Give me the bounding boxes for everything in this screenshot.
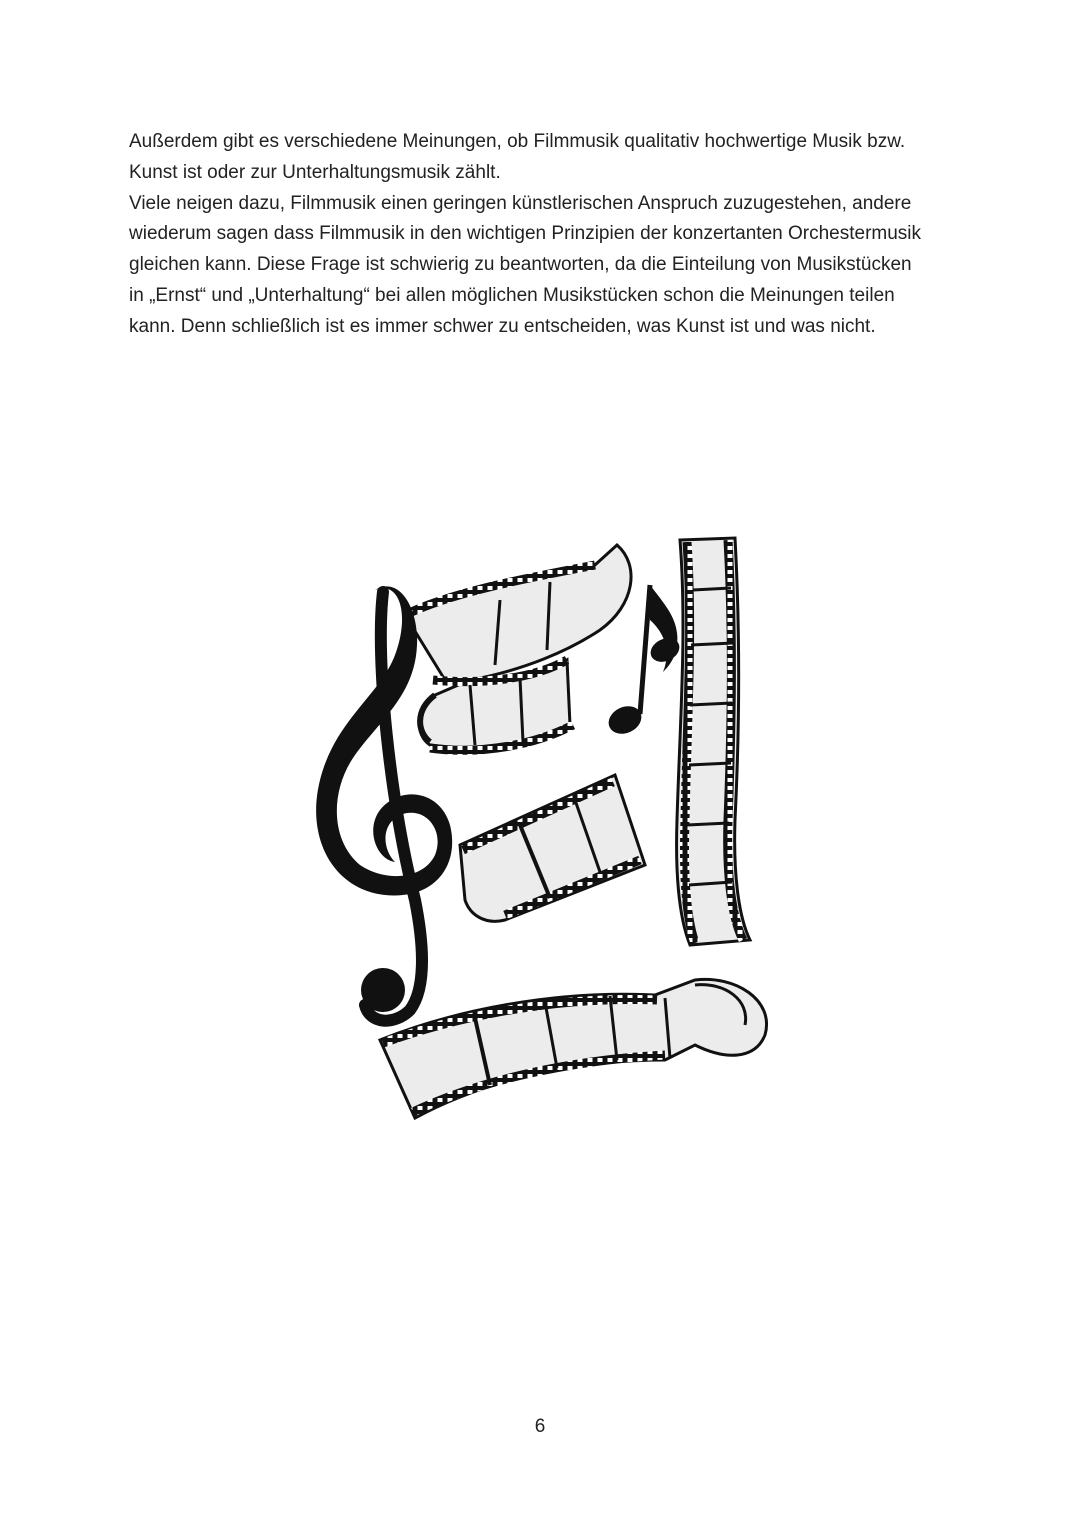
film-strip-top: [405, 545, 631, 750]
paragraph-line: Kunst ist oder zur Unterhaltungsmusik zählt.: [129, 161, 501, 183]
paragraph-line: kann. Denn schließlich ist es immer schwer zu entscheiden, was Kunst ist und was nicht.: [129, 315, 876, 337]
film-strip-middle: [460, 775, 645, 921]
paragraph-line: in „Ernst“ und „Unterhaltung“ bei allen möglichen Musikstücken schon die Meinungen teilen: [129, 284, 895, 306]
paragraph-line: gleichen kann. Diese Frage ist schwierig zu beantworten, da die Einteilung von Musikstücken: [129, 254, 912, 276]
page-number: 6: [534, 1416, 546, 1437]
paragraph-line: Viele neigen dazu, Filmmusik einen geringen künstlerischen Anspruch zuzugestehen, andere: [129, 192, 912, 214]
film-strip-bottom: [380, 979, 767, 1118]
film-strip-right: [677, 538, 750, 945]
paragraph-line: Außerdem gibt es verschiedene Meinungen, ob Filmmusik qualitativ hochwertige Musik bzw.: [129, 131, 906, 152]
treble-clef-film-strip-icon: [295, 520, 795, 1130]
body-paragraph: [129, 127, 959, 343]
paragraph-line: wiederum sagen dass Filmmusik in den wichtigen Prinzipien der konzertanten Orchestermusik: [129, 223, 922, 245]
